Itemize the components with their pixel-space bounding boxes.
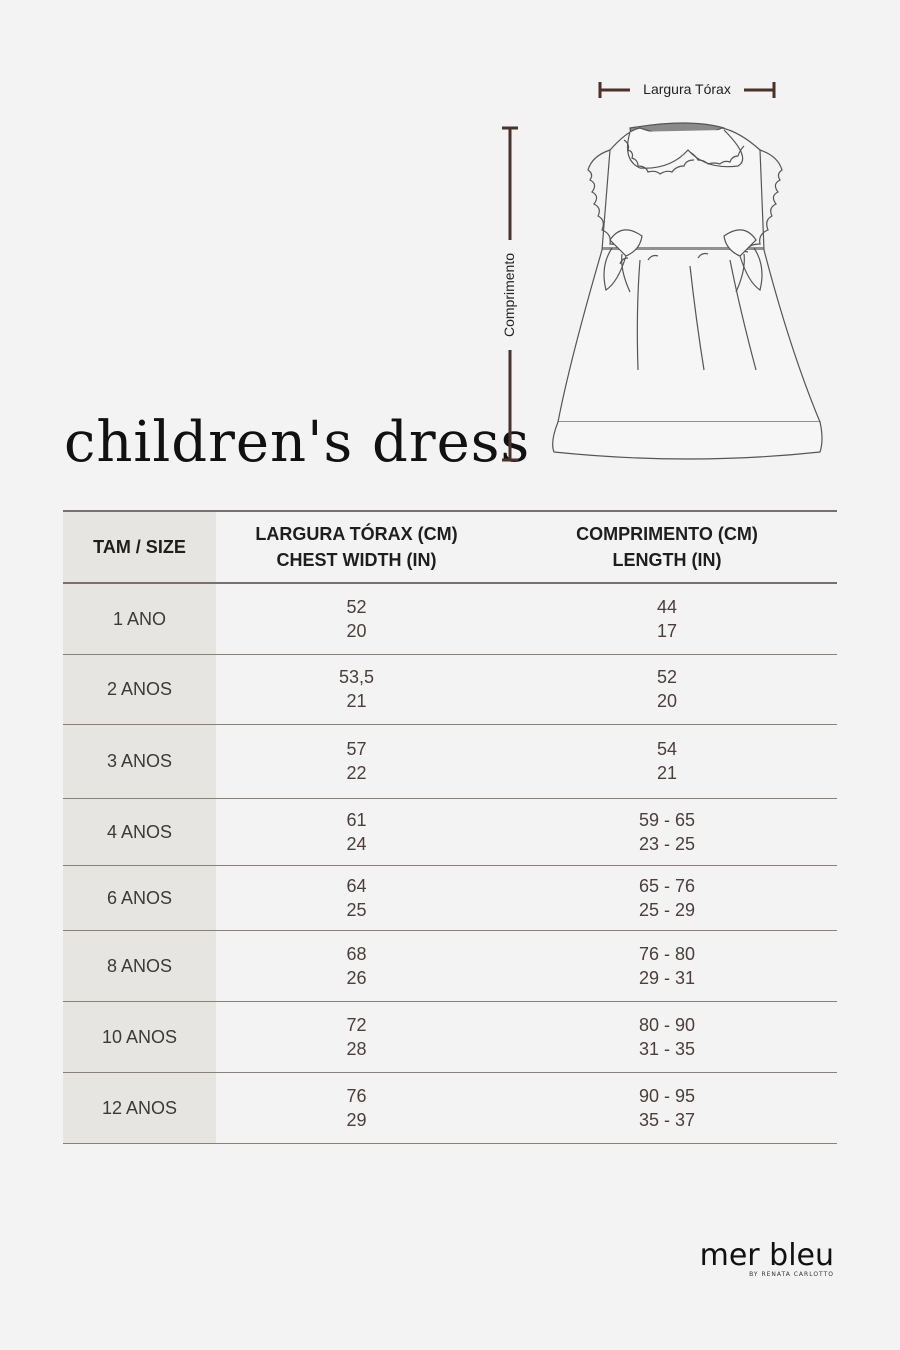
length-in: 17 xyxy=(656,620,678,641)
header-chest-in: CHEST WIDTH (IN) xyxy=(276,550,437,570)
header-length-cm: COMPRIMENTO (CM) xyxy=(576,524,758,544)
header-length-in: LENGTH (IN) xyxy=(612,550,722,570)
length-cell xyxy=(497,583,837,654)
length-measure xyxy=(501,128,518,460)
length-cell xyxy=(497,654,837,724)
table-row xyxy=(63,798,837,865)
size-table-container xyxy=(63,510,837,1144)
dress-illustration xyxy=(490,70,850,470)
length-cm: 44 xyxy=(656,596,678,617)
length-in: 31 - 35 xyxy=(638,1038,696,1059)
chest-cell xyxy=(216,1072,497,1143)
size-cell: 2 ANOS xyxy=(63,654,216,724)
chest-cm: 64 xyxy=(346,875,367,896)
page-title: children's dress xyxy=(64,410,531,475)
chest-cell xyxy=(216,798,497,865)
chest-cm: 76 xyxy=(346,1085,367,1106)
length-cm: 90 - 95 xyxy=(638,1085,696,1106)
size-cell: 10 ANOS xyxy=(63,1001,216,1072)
width-label: Largura Tórax xyxy=(643,81,731,97)
header-chest-cm: LARGURA TÓRAX (CM) xyxy=(255,524,458,544)
brand-logo xyxy=(700,1238,834,1278)
chest-cell xyxy=(216,1001,497,1072)
length-cell xyxy=(497,1072,837,1143)
table-row xyxy=(63,654,837,724)
chest-in: 20 xyxy=(346,620,367,641)
width-measure xyxy=(600,81,774,98)
size-cell: 6 ANOS xyxy=(63,865,216,930)
length-cell xyxy=(497,798,837,865)
chest-cm: 61 xyxy=(346,809,367,830)
size-cell: 3 ANOS xyxy=(63,724,216,798)
length-in: 20 xyxy=(656,691,678,711)
size-table xyxy=(63,510,837,1144)
chest-cm: 68 xyxy=(346,943,367,964)
chest-cell xyxy=(216,583,497,654)
table-row xyxy=(63,1001,837,1072)
size-cell: 8 ANOS xyxy=(63,930,216,1001)
chest-in: 21 xyxy=(346,691,367,711)
chest-cm: 52 xyxy=(346,596,367,617)
chest-in: 25 xyxy=(346,899,367,920)
length-cm: 54 xyxy=(656,739,678,759)
table-row xyxy=(63,930,837,1001)
chest-cell xyxy=(216,930,497,1001)
chest-cell xyxy=(216,654,497,724)
table-row xyxy=(63,583,837,654)
length-cm: 52 xyxy=(656,667,678,687)
length-cell xyxy=(497,930,837,1001)
chest-cell xyxy=(216,865,497,930)
length-in: 21 xyxy=(656,763,678,783)
dress-sketch xyxy=(553,123,822,459)
length-cm: 65 - 76 xyxy=(638,875,696,896)
brand-name: mer bleu xyxy=(699,1238,834,1273)
length-in: 35 - 37 xyxy=(638,1109,696,1130)
size-cell: 12 ANOS xyxy=(63,1072,216,1143)
length-label: Comprimento xyxy=(501,252,517,338)
chest-in: 22 xyxy=(346,763,367,783)
length-cell xyxy=(497,865,837,930)
header-chest xyxy=(216,511,497,583)
chest-in: 26 xyxy=(346,967,367,988)
length-cm: 80 - 90 xyxy=(638,1014,696,1035)
length-in: 25 - 29 xyxy=(638,899,696,920)
chest-cm: 53,5 xyxy=(338,667,375,687)
chest-in: 24 xyxy=(346,833,367,854)
length-cm: 59 - 65 xyxy=(638,809,696,830)
chest-cm: 57 xyxy=(346,739,367,759)
length-cm: 76 - 80 xyxy=(638,943,696,964)
size-cell: 1 ANO xyxy=(63,583,216,654)
size-cell: 4 ANOS xyxy=(63,798,216,865)
header-length xyxy=(497,511,837,583)
length-in: 23 - 25 xyxy=(638,833,696,854)
chest-in: 29 xyxy=(346,1109,367,1130)
table-header-row xyxy=(63,511,837,583)
table-row xyxy=(63,865,837,930)
length-cell xyxy=(497,1001,837,1072)
table-row xyxy=(63,1072,837,1143)
chest-cm: 72 xyxy=(346,1014,367,1035)
length-cell xyxy=(497,724,837,798)
chest-cell xyxy=(216,724,497,798)
chest-in: 28 xyxy=(346,1038,367,1059)
length-in: 29 - 31 xyxy=(638,967,696,988)
header-size: TAM / SIZE xyxy=(63,511,216,583)
brand-tagline: BY RENATA CARLOTTO xyxy=(749,1271,834,1278)
table-row xyxy=(63,724,837,798)
